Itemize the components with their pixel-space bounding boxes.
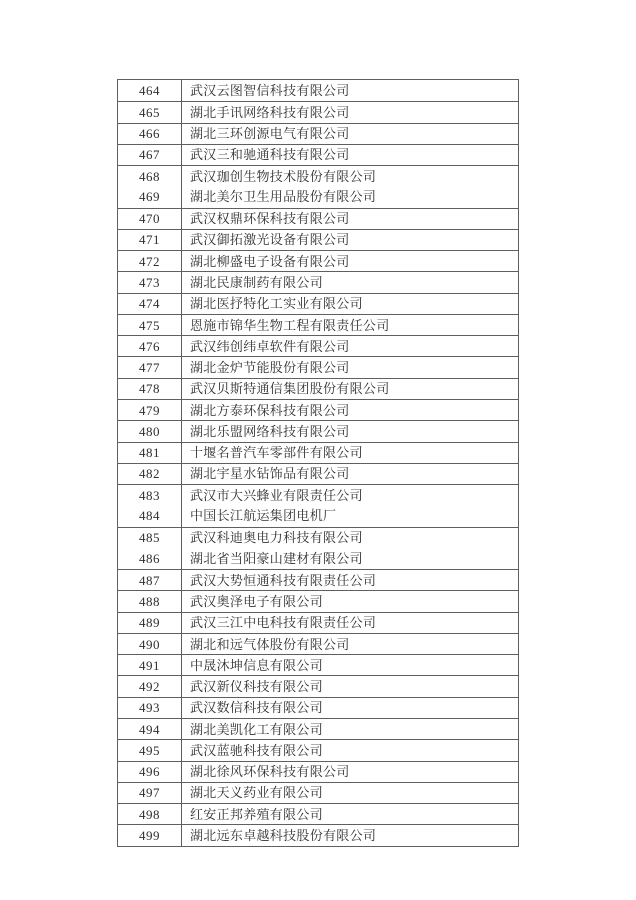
table-row	[118, 569, 518, 590]
company-name: 武汉蓝驰科技有限公司	[190, 742, 324, 758]
row-number: 489	[118, 613, 182, 633]
row-number: 470	[118, 209, 182, 229]
company-name: 武汉大势恒通科技有限责任公司	[190, 572, 377, 588]
company-name: 湖北美凯化工有限公司	[190, 721, 324, 737]
table-row	[118, 739, 518, 760]
company-name: 湖北远东卓越科技股份有限公司	[190, 827, 377, 843]
row-number: 469	[118, 186, 182, 207]
table-row	[118, 654, 518, 675]
company-name: 武汉三江中电科技有限责任公司	[190, 615, 377, 631]
table-row	[118, 80, 518, 101]
company-name: 武汉三和驰通科技有限公司	[190, 147, 350, 163]
table-row	[118, 527, 518, 548]
row-number: 477	[118, 357, 182, 377]
row-number: 491	[118, 655, 182, 675]
table-row	[118, 548, 518, 569]
company-name: 武汉权鼎环保科技有限公司	[190, 211, 350, 227]
row-number: 487	[118, 570, 182, 590]
table-row	[118, 144, 518, 165]
table-row	[118, 186, 518, 207]
row-number: 493	[118, 698, 182, 718]
table-row	[118, 293, 518, 314]
row-number: 496	[118, 762, 182, 782]
table-row	[118, 612, 518, 633]
row-number: 494	[118, 719, 182, 739]
table-row	[118, 761, 518, 782]
table-row	[118, 803, 518, 824]
row-number: 485	[118, 528, 182, 548]
row-number: 484	[118, 505, 182, 526]
company-name: 湖北徐风环保科技有限公司	[190, 764, 350, 780]
company-name: 湖北美尔卫生用品股份有限公司	[190, 189, 377, 205]
company-name: 武汉御拓激光设备有限公司	[190, 232, 350, 248]
company-name: 湖北柳盛电子设备有限公司	[190, 253, 350, 269]
table-row	[118, 399, 518, 420]
company-name: 武汉贝斯特通信集团股份有限公司	[190, 381, 390, 397]
company-name: 湖北金炉节能股份有限公司	[190, 360, 350, 376]
table-row	[118, 123, 518, 144]
company-name: 中国长江航运集团电机厂	[190, 508, 337, 524]
table-row	[118, 442, 518, 463]
company-table	[117, 79, 519, 847]
company-name: 湖北手讯网络科技有限公司	[190, 104, 350, 120]
company-name: 红安正邦养殖有限公司	[190, 806, 324, 822]
row-number: 480	[118, 421, 182, 441]
company-name: 湖北医抒特化工实业有限公司	[190, 296, 363, 312]
company-name: 湖北方泰环保科技有限公司	[190, 402, 350, 418]
row-number: 498	[118, 804, 182, 824]
table-row	[118, 718, 518, 739]
company-name: 武汉珈创生物技术股份有限公司	[190, 168, 377, 184]
company-name: 恩施市锦华生物工程有限责任公司	[190, 317, 390, 333]
company-name: 武汉新仪科技有限公司	[190, 679, 324, 695]
row-number: 472	[118, 251, 182, 271]
row-number: 474	[118, 294, 182, 314]
table-row	[118, 484, 518, 505]
table-row	[118, 356, 518, 377]
table-row	[118, 505, 518, 526]
row-number: 499	[118, 825, 182, 845]
row-number: 464	[118, 80, 182, 101]
table-row	[118, 165, 518, 186]
table-row	[118, 208, 518, 229]
table-row	[118, 101, 518, 122]
row-number: 482	[118, 464, 182, 484]
table-row	[118, 463, 518, 484]
company-name: 湖北天义药业有限公司	[190, 785, 324, 801]
table-row	[118, 250, 518, 271]
company-name: 湖北民康制药有限公司	[190, 275, 324, 291]
table-row	[118, 824, 518, 845]
table-row	[118, 633, 518, 654]
row-number: 471	[118, 230, 182, 250]
table-row	[118, 378, 518, 399]
table-row	[118, 335, 518, 356]
company-name: 武汉奥泽电子有限公司	[190, 594, 324, 609]
row-number: 465	[118, 102, 182, 122]
table-row	[118, 782, 518, 803]
row-number: 492	[118, 676, 182, 696]
table-row	[118, 675, 518, 696]
company-name: 十堰名普汽车零部件有限公司	[190, 445, 363, 461]
table-row	[118, 590, 518, 611]
company-name: 湖北和远气体股份有限公司	[190, 636, 350, 652]
row-number: 486	[118, 548, 182, 569]
company-name: 湖北宇星水钻饰品有限公司	[190, 466, 350, 482]
row-number: 476	[118, 336, 182, 356]
company-name: 武汉云图智信科技有限公司	[190, 83, 350, 99]
company-name: 湖北省当阳豪山建材有限公司	[190, 550, 363, 566]
row-number: 490	[118, 634, 182, 654]
row-number: 495	[118, 740, 182, 760]
row-number: 466	[118, 124, 182, 144]
row-number: 468	[118, 166, 182, 186]
table-row	[118, 420, 518, 441]
row-number: 473	[118, 272, 182, 292]
row-number: 479	[118, 400, 182, 420]
company-name: 中晟沐坤信息有限公司	[190, 657, 324, 673]
row-number: 488	[118, 591, 182, 611]
row-number: 483	[118, 485, 182, 505]
table-row	[118, 697, 518, 718]
table-row	[118, 271, 518, 292]
company-name: 武汉市大兴蜂业有限责任公司	[190, 487, 363, 503]
row-number: 475	[118, 315, 182, 335]
row-number: 467	[118, 145, 182, 165]
company-name: 湖北乐盟网络科技有限公司	[190, 423, 350, 439]
company-name: 武汉纬创纬卓软件有限公司	[190, 338, 350, 354]
table-row	[118, 314, 518, 335]
row-number: 497	[118, 783, 182, 803]
company-name: 湖北三环创源电气有限公司	[190, 126, 350, 142]
row-number: 481	[118, 443, 182, 463]
row-number: 478	[118, 379, 182, 399]
table-row	[118, 229, 518, 250]
company-name: 武汉科迪奥电力科技有限公司	[190, 530, 363, 546]
company-name: 武汉数信科技有限公司	[190, 700, 324, 716]
